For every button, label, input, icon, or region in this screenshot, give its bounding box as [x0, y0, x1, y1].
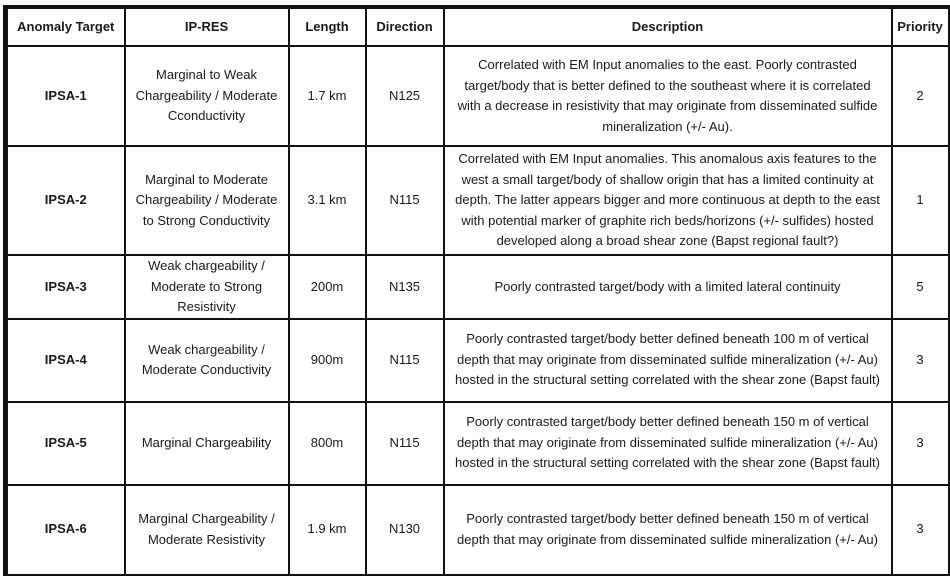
- cell-line: depth that may originate from disseminated sulfide mineralization (+/- Au): [457, 531, 878, 547]
- cell-line: developed along a broad shear zone (Bapst regional fault?): [496, 233, 839, 249]
- header-direction: Direction: [366, 7, 444, 46]
- description-cell: [444, 402, 892, 485]
- cell-line: depth that may originate from disseminated sulfide mineralization (+/- Au): [457, 351, 878, 367]
- cell-line: with potential marker of graphite rich beds/horizons (+/- sulfides) hosted: [461, 212, 874, 228]
- anomaly-target-cell: IPSA-2: [6, 146, 125, 255]
- priority-cell: 3: [892, 485, 949, 575]
- cell-line: west a small target/body of shallow origin that has a limited continuity at: [461, 171, 874, 187]
- cell-line: Moderate Resistivity: [147, 531, 266, 547]
- priority-cell: 5: [892, 255, 949, 319]
- ip-res-cell: [125, 319, 289, 402]
- cell-line: Cconductivity: [167, 108, 246, 124]
- header-anomaly-target: Anomaly Target: [6, 7, 125, 46]
- priority-cell: 3: [892, 402, 949, 485]
- description-cell: [444, 46, 892, 146]
- direction-cell: N115: [366, 402, 444, 485]
- ip-res-cell: [125, 46, 289, 146]
- cell-line: depth that may originate from disseminated sulfide mineralization (+/- Au): [457, 434, 878, 450]
- description-cell: [444, 255, 892, 319]
- cell-line: Chargeability / Moderate: [135, 87, 278, 103]
- cell-line: Poorly contrasted target/body with a limited lateral continuity: [494, 278, 841, 294]
- anomaly-target-cell: IPSA-1: [6, 46, 125, 146]
- anomaly-target-cell: IPSA-4: [6, 319, 125, 402]
- direction-cell: N130: [366, 485, 444, 575]
- cell-line: with a decrease in resistivity that may originate from disseminated sulfide: [457, 98, 878, 113]
- table-row: [6, 255, 949, 319]
- cell-line: target/body that is better defined to the southeast where it is correlated: [464, 77, 871, 93]
- cell-line: Weak chargeability /: [148, 341, 265, 357]
- cell-line: Marginal Chargeability /: [138, 511, 275, 526]
- cell-line: Marginal Chargeability: [141, 434, 272, 450]
- header-length: Length: [289, 7, 366, 46]
- anomaly-target-cell: IPSA-5: [6, 402, 125, 485]
- cell-line: Chargeability / Moderate: [135, 192, 278, 208]
- anomaly-target-cell: IPSA-3: [6, 255, 125, 319]
- length-cell: 1.9 km: [289, 485, 366, 575]
- length-cell: 3.1 km: [289, 146, 366, 255]
- cell-line: Poorly contrasted target/body better defined beneath 150 m of vertical: [466, 511, 869, 526]
- table-row: [6, 319, 949, 402]
- header-description: Description: [444, 7, 892, 46]
- cell-line: to Strong Conductivity: [142, 212, 271, 228]
- priority-cell: 2: [892, 46, 949, 146]
- cell-line: Poorly contrasted target/body better defined beneath 150 m of vertical: [466, 414, 869, 430]
- anomaly-target-cell: IPSA-6: [6, 485, 125, 575]
- description-cell: [444, 485, 892, 575]
- header-ip-res: IP-RES: [125, 7, 289, 46]
- ip-res-cell: [125, 485, 289, 575]
- length-cell: 800m: [289, 402, 366, 485]
- cell-line: Marginal to Weak: [156, 67, 257, 83]
- table-row: [6, 46, 949, 146]
- table-row: [6, 146, 949, 255]
- cell-line: Resistivity: [177, 299, 236, 314]
- cell-line: Poorly contrasted target/body better defined beneath 100 m of vertical: [466, 331, 869, 347]
- length-cell: 200m: [289, 255, 366, 319]
- header-row: [6, 7, 949, 46]
- description-cell: [444, 319, 892, 402]
- direction-cell: N115: [366, 319, 444, 402]
- cell-line: Correlated with EM Input anomalies. This anomalous axis features to the: [458, 151, 877, 167]
- cell-line: Weak chargeability /: [148, 258, 265, 273]
- cell-line: Correlated with EM Input anomalies to the east. Poorly contrasted: [478, 57, 857, 72]
- cell-line: Moderate Conductivity: [141, 362, 272, 377]
- table-row: [6, 402, 949, 485]
- ip-res-cell: [125, 146, 289, 255]
- table-row: [6, 485, 949, 575]
- cell-line: depth. The latter appears bigger and more continuous at depth to the east: [455, 192, 880, 208]
- length-cell: 1.7 km: [289, 46, 366, 146]
- priority-cell: 3: [892, 319, 949, 402]
- description-cell: [444, 146, 892, 255]
- cell-line: Marginal to Moderate: [145, 171, 268, 187]
- header-priority: Priority: [892, 7, 949, 46]
- ip-res-cell: [125, 255, 289, 319]
- cell-line: Moderate to Strong: [150, 278, 263, 294]
- cell-line: mineralization (+/- Au).: [602, 118, 733, 134]
- ip-res-cell: [125, 402, 289, 485]
- anomaly-targets-table: [3, 5, 950, 576]
- cell-line: hosted in the structural setting correlated with the shear zone (Bapst fault): [455, 372, 880, 388]
- direction-cell: N125: [366, 46, 444, 146]
- length-cell: 900m: [289, 319, 366, 402]
- direction-cell: N135: [366, 255, 444, 319]
- direction-cell: N115: [366, 146, 444, 255]
- priority-cell: 1: [892, 146, 949, 255]
- cell-line: hosted in the structural setting correlated with the shear zone (Bapst fault): [455, 455, 880, 471]
